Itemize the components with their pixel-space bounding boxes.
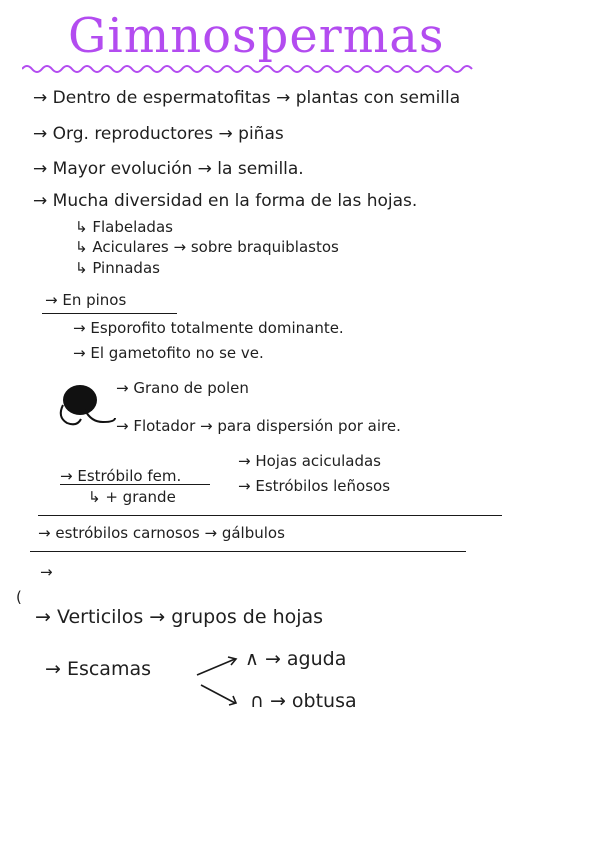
note-empty-arrow: → bbox=[40, 563, 53, 581]
note-leaf-flabellate: ↳ Flabeladas bbox=[75, 218, 173, 236]
note-parenthesis: ( bbox=[16, 588, 22, 606]
note-scales: → Escamas bbox=[45, 658, 152, 680]
note-fleshy-cones: → estróbilos carnosos → gálbulos bbox=[38, 524, 285, 542]
note-female-cone: → Estróbilo fem. bbox=[60, 467, 182, 485]
note-gametophyte: → El gametofito no se ve. bbox=[73, 344, 264, 362]
note-sporophyte: → Esporofito totalmente dominante. bbox=[73, 319, 344, 337]
note-leaf-acicular: ↳ Aciculares → sobre braquiblastos bbox=[75, 238, 339, 256]
pollen-grain-sketch bbox=[55, 380, 125, 435]
note-line-evolution: → Mayor evolución → la semilla. bbox=[33, 159, 304, 179]
note-pollen-grain: → Grano de polen bbox=[116, 379, 249, 397]
note-section-pines: → En pinos bbox=[45, 291, 127, 309]
note-leaf-pinnate: ↳ Pinnadas bbox=[75, 259, 160, 277]
branch-arrows bbox=[195, 655, 245, 710]
note-acicular-leaves: → Hojas aciculadas bbox=[238, 452, 381, 470]
note-line-spermatophytes: → Dentro de espermatofitas → plantas con semilla bbox=[33, 88, 461, 108]
note-line-leaf-diversity: → Mucha diversidad en la forma de las hojas. bbox=[33, 191, 418, 211]
title-underline bbox=[22, 62, 474, 76]
note-obtuse: ∩ → obtusa bbox=[250, 690, 357, 712]
divider-lower bbox=[30, 551, 466, 552]
note-woody-cones: → Estróbilos leñosos bbox=[238, 477, 391, 495]
divider-upper bbox=[38, 515, 502, 516]
note-air-sac: → Flotador → para dispersión por aire. bbox=[116, 417, 401, 435]
note-verticils: → Verticilos → grupos de hojas bbox=[35, 606, 324, 628]
pines-underline bbox=[42, 313, 177, 314]
female-cone-divider bbox=[60, 484, 210, 485]
note-acute: ∧ → aguda bbox=[245, 648, 347, 670]
note-line-reproductive-organs: → Org. reproductores → piñas bbox=[33, 124, 284, 144]
page-title: Gimnospermas bbox=[68, 8, 445, 64]
note-larger: ↳ + grande bbox=[88, 488, 176, 506]
